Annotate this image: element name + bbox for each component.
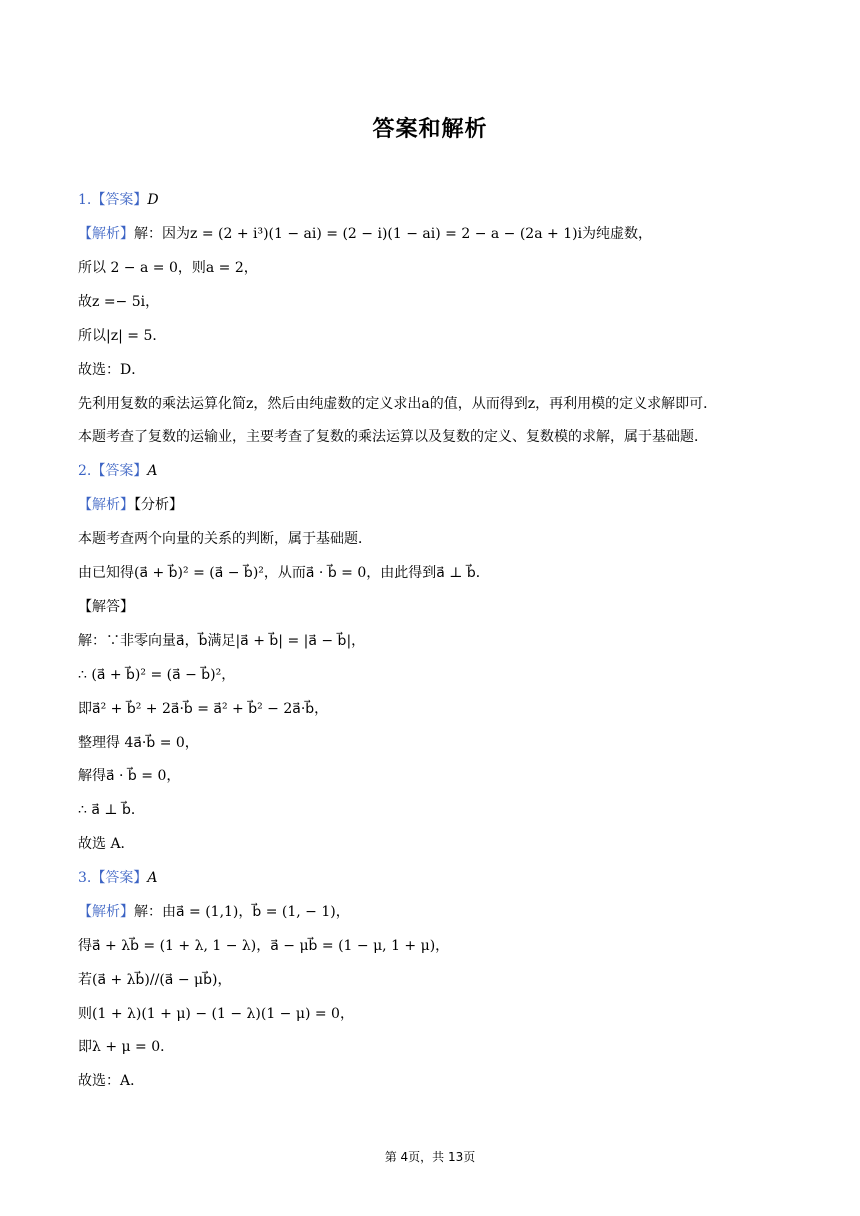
q1-answer-line — [78, 190, 159, 210]
q1-analysis-line-1 — [78, 224, 652, 244]
q2-analysis-line-3: 由已知得(a⃗ + b⃗)² = (a⃗ − b⃗)²，从而a⃗ · b⃗ = 0，由此得到a⃗ ⊥ b⃗． — [78, 565, 490, 581]
q1-analysis-line-3: 故z =− 5i， — [78, 294, 160, 310]
q1-analysis-line-4: 所以|z| = 5． — [78, 328, 167, 344]
q3-answer-tag: 【答案】 — [91, 870, 148, 886]
q3-analysis-tag: 【解析】 — [78, 904, 134, 920]
q2-analysis-line-2: 本题考查两个向量的关系的判断，属于基础题． — [78, 531, 372, 547]
q1-answer: D — [147, 192, 159, 208]
q2-analysis-line-5: 解：∵非零向量a⃗，b⃗满足|a⃗ + b⃗| = |a⃗ − b⃗|， — [78, 633, 366, 649]
page-title: 答案和解析 — [372, 117, 488, 142]
q3-answer: A — [147, 870, 158, 886]
q2-analysis-line-4: 【解答】 — [78, 599, 134, 615]
q1-analysis-line-5: 故选：D． — [78, 362, 146, 378]
page-footer: 第 4页，共 13页 — [384, 1150, 476, 1164]
q2-analysis-line-1 — [78, 495, 183, 515]
q1-analysis-line-2: 所以 2 − a = 0，则a = 2， — [78, 260, 258, 276]
q2-analysis-tag: 【解析】 — [78, 497, 134, 513]
q1-analysis-tag: 【解析】 — [78, 226, 134, 242]
q3-number: 3. — [78, 870, 92, 886]
q2-analysis-line-9: 解得a⃗ · b⃗ = 0， — [78, 768, 181, 784]
q1-analysis-line-6: 先利用复数的乘法运算化简z，然后由纯虚数的定义求出a的值，从而得到z，再利用模的定义求解即可． — [78, 396, 718, 412]
q1-analysis-text-1: 解：因为z = (2 + i³)(1 − ai) = (2 − i)(1 − ai) = 2 − a − (2a + 1)i为纯虚数， — [134, 226, 653, 242]
q3-analysis-line-3: 若(a⃗ + λb⃗)//(a⃗ − μb⃗)， — [78, 972, 232, 988]
q3-answer-line — [78, 868, 157, 888]
q2-analysis-line-7: 即a⃗² + b⃗² + 2a⃗·b⃗ = a⃗² + b⃗² − 2a⃗·b⃗， — [78, 701, 329, 717]
q1-analysis-line-7: 本题考查了复数的运输业，主要考查了复数的乘法运算以及复数的定义、复数模的求解，属于基础题． — [78, 429, 708, 445]
q2-analysis-line-10: ∴ a⃗ ⊥ b⃗． — [78, 802, 145, 818]
q3-analysis-line-2: 得a⃗ + λb⃗ = (1 + λ, 1 − λ)，a⃗ − μb⃗ = (1 − μ, 1 + μ)， — [78, 938, 450, 954]
q2-analysis-line-8: 整理得 4a⃗·b⃗ = 0， — [78, 735, 199, 751]
q2-analysis-line-6: ∴ (a⃗ + b⃗)² = (a⃗ − b⃗)²， — [78, 667, 236, 683]
q2-analysis-line-11: 故选 A． — [78, 836, 135, 852]
q3-analysis-line-5: 即λ + μ = 0． — [78, 1039, 175, 1055]
q1-number: 1. — [78, 192, 92, 208]
q2-answer-tag: 【答案】 — [91, 463, 148, 479]
q2-number: 2. — [78, 463, 92, 479]
q3-analysis-line-4: 则(1 + λ)(1 + μ) − (1 − λ)(1 − μ) = 0， — [78, 1006, 354, 1022]
q1-answer-tag: 【答案】 — [91, 192, 148, 208]
q3-analysis-line-1 — [78, 902, 350, 922]
q2-answer-line — [78, 461, 157, 481]
q2-analysis-subhead: 【分析】 — [134, 497, 183, 513]
q2-answer: A — [147, 463, 158, 479]
q3-analysis-text-1: 解：由a⃗ = (1,1)，b⃗ = (1, − 1)， — [134, 904, 350, 920]
q3-analysis-line-6: 故选：A． — [78, 1073, 145, 1089]
